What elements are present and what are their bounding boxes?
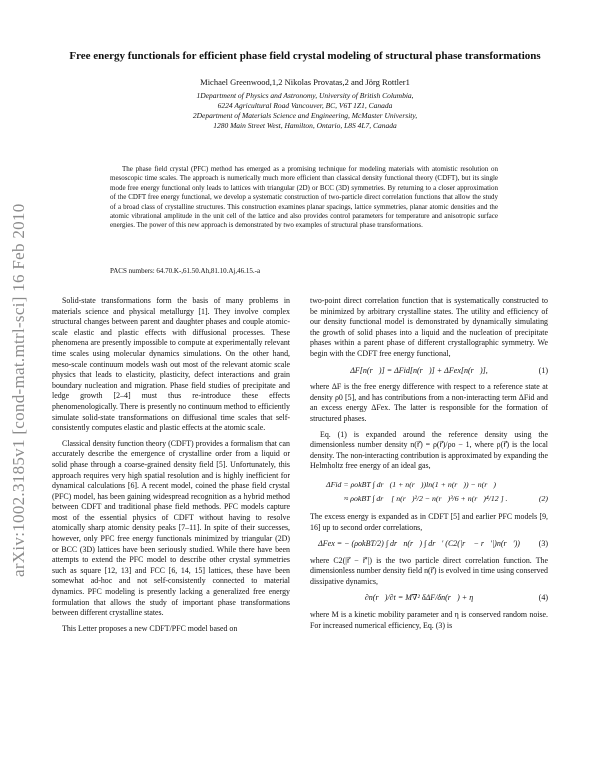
equation-body: ≈ ρokBT ∫ dr⃗ [ n(r⃗)²/2 − n(r⃗)³/6 + n(r⃗)⁴/12 ] . — [344, 493, 508, 503]
paragraph: The excess energy is expanded as in CDFT [5] and earlier PFC models [9, 16] up to second order correlations, — [310, 511, 548, 532]
equation-body: ΔFid = ρokBT ∫ dr⃗(1 + n(r⃗))ln(1 + n(r⃗)) − n(r⃗) — [326, 479, 496, 489]
affiliation-line-3: 2Department of Materials Science and Engineering, McMaster University, — [192, 111, 418, 120]
equation-3 — [310, 539, 548, 550]
equation-number: (2) — [538, 493, 548, 503]
right-column — [310, 296, 548, 636]
equation-number: (3) — [538, 539, 548, 549]
equation-body: ∂n(r⃗)/∂t = M∇² δΔF/δn(r⃗) + η — [364, 593, 474, 603]
affiliation-line-1: 1Department of Physics and Astronomy, University of British Columbia, — [196, 91, 414, 100]
paragraph: where C2(|r⃗ − r⃗′|) is the two particle direct correlation function. The dimensionless number density field n(r⃗) is evolved in time using conserved dissipative dynamics, — [310, 555, 548, 586]
paragraph: where M is a kinetic mobility parameter and η is conserved random noise. For increased numerical efficiency, Eq. (3) is — [310, 610, 548, 630]
arxiv-stamp: arXiv:1002.3185v1 [cond-mat.mtrl-sci] 16 Feb 2010 — [9, 203, 28, 577]
paragraph: where ΔF is the free energy difference with respect to a reference state at density ρ0 [5], and has contributions from a non-interacting term ΔFid and an excess energy ΔFex. The latter is responsible for the formation of structured phases. — [310, 382, 548, 423]
paragraph: two-point direct correlation function that is systematically constructed to be minimized by arbitrary crystalline states. The utility and efficiency of our density functional model is demonstrated by dynamically simulating the growth of solid phases into a liquid and the nucleation of precipitate phases within a parent phase of different crystallographic symmetry. We begin with the CDFT free energy functional, — [310, 296, 548, 358]
left-column — [52, 296, 290, 639]
pacs-numbers: PACS numbers: 64.70.K-,61.50.Ah,81.10.Aj,46.15.-a — [110, 267, 261, 275]
affiliation-line-2: 6224 Agricultural Road Vancouver, BC, V6T 1Z1, Canada — [217, 101, 393, 110]
affiliation-line-4: 1280 Main Street West, Hamilton, Ontario, L8S 4L7, Canada — [213, 121, 397, 130]
equation-number: (1) — [538, 365, 548, 375]
equation-number: (4) — [538, 593, 548, 603]
paragraph: Eq. (1) is expanded around the reference density using the dimensionless number density n(r⃗) = ρ(r⃗)/ρo − 1, where ρ(r⃗) is the local density. The non-interacting contribution is approximated by expanding the Helmholtz free energy of an ideal gas, — [310, 429, 548, 471]
paragraph: Solid-state transformations form the basis of many problems in materials science and physical metallurgy [1]. They involve complex structural changes between parent and daughter phases and couple atomic-scale elastic and plastic effects with diffusional processes. These phenomena are presently impossible to compute at experimentally relevant time scales using molecular dynamics simulations. On the other hand, meso-scale continuum models wash out most of the relevant atomic scale physics that leads to elasticity, plasticity, defect interactions and grain boundary nucleation and migration. Phase field studies of precipitate and ledge growth [2–4] must thus re-introduce these effects phenomenologically. There is presently no continuum method to efficiently simulate solid-state transformations on diffusional time scales that self-consistently computes elastic and plastic effects at the atomic scale. — [52, 296, 290, 433]
equation-4 — [310, 593, 548, 604]
paper-title: Free energy functionals for efficient phase field crystal modeling of structural phase transformations — [69, 50, 541, 62]
equation-body: ΔFex = − (ρokBT/2) ∫ dr⃗n(r⃗) ∫ dr⃗′ (C2(|r⃗ − r⃗′|)n(r⃗′)) — [318, 539, 520, 549]
equation-1 — [310, 366, 548, 377]
authors: Michael Greenwood,1,2 Nikolas Provatas,2 and Jörg Rottler1 — [200, 77, 410, 87]
paragraph: Classical density function theory (CDFT) provides a formalism that can accurately describe the emergence of crystalline order from a liquid or solid phase through a coarse-grained density field [5]. Unfortunately, this approach requires very high spatial resolution and is highly inefficient for dynamical calculations [6]. A recent model, coined the phase field crystal (PFC) model, has been gaining widespread recognition as a hybrid method between CDFT and traditional phase field methods. PFC models capture most of the essential physics of CDFT without having to resolve atomically sharp atomic density peaks [7–11]. In spite of their successes, however, only PFC free energy functionals minimized by triangular (2D) or BCC (3D) lattices have been seriously studied. While there have been attempts to extend the PFC model to describe other crystal symmetries such as square [12, 13] and FCC [6, 14, 15] lattices, these have been somewhat ad-hoc and not self-consistently connected to material dynamics. PFC modeling is presently lacking a generalized free energy formulation that allows the study of important phase transformations between different crystalline states. — [52, 438, 290, 618]
equation-body: ΔF[n(r⃗)] = ΔFid[n(r⃗)] + ΔFex[n(r⃗)], — [350, 365, 488, 375]
abstract: The phase field crystal (PFC) method has emerged as a promising technique for modeling materials with atomistic resolution on mesoscopic time scales. The approach is numerically much more efficient than classical density functional theory (CDFT), but its single mode free energy functional only leads to lattices with triangular (2D) or BCC (3D) symmetries. By returning to a closer approximation of the CDFT free energy functional, we develop a systematic construction of two-particle direct correlation functions that allow the study of a broad class of crystalline structures. This construction examines planar spacings, lattice symmetries, planar atomic densities and the atomic vibrational amplitude in the unit cell of the lattice and also provides control parameters for temperature and anisotropic surface energies. The power of this new approach is demonstrated by two examples of structural phase transformations. — [110, 165, 498, 230]
equation-2 — [310, 478, 548, 506]
paragraph: This Letter proposes a new CDFT/PFC model based on — [62, 623, 238, 633]
